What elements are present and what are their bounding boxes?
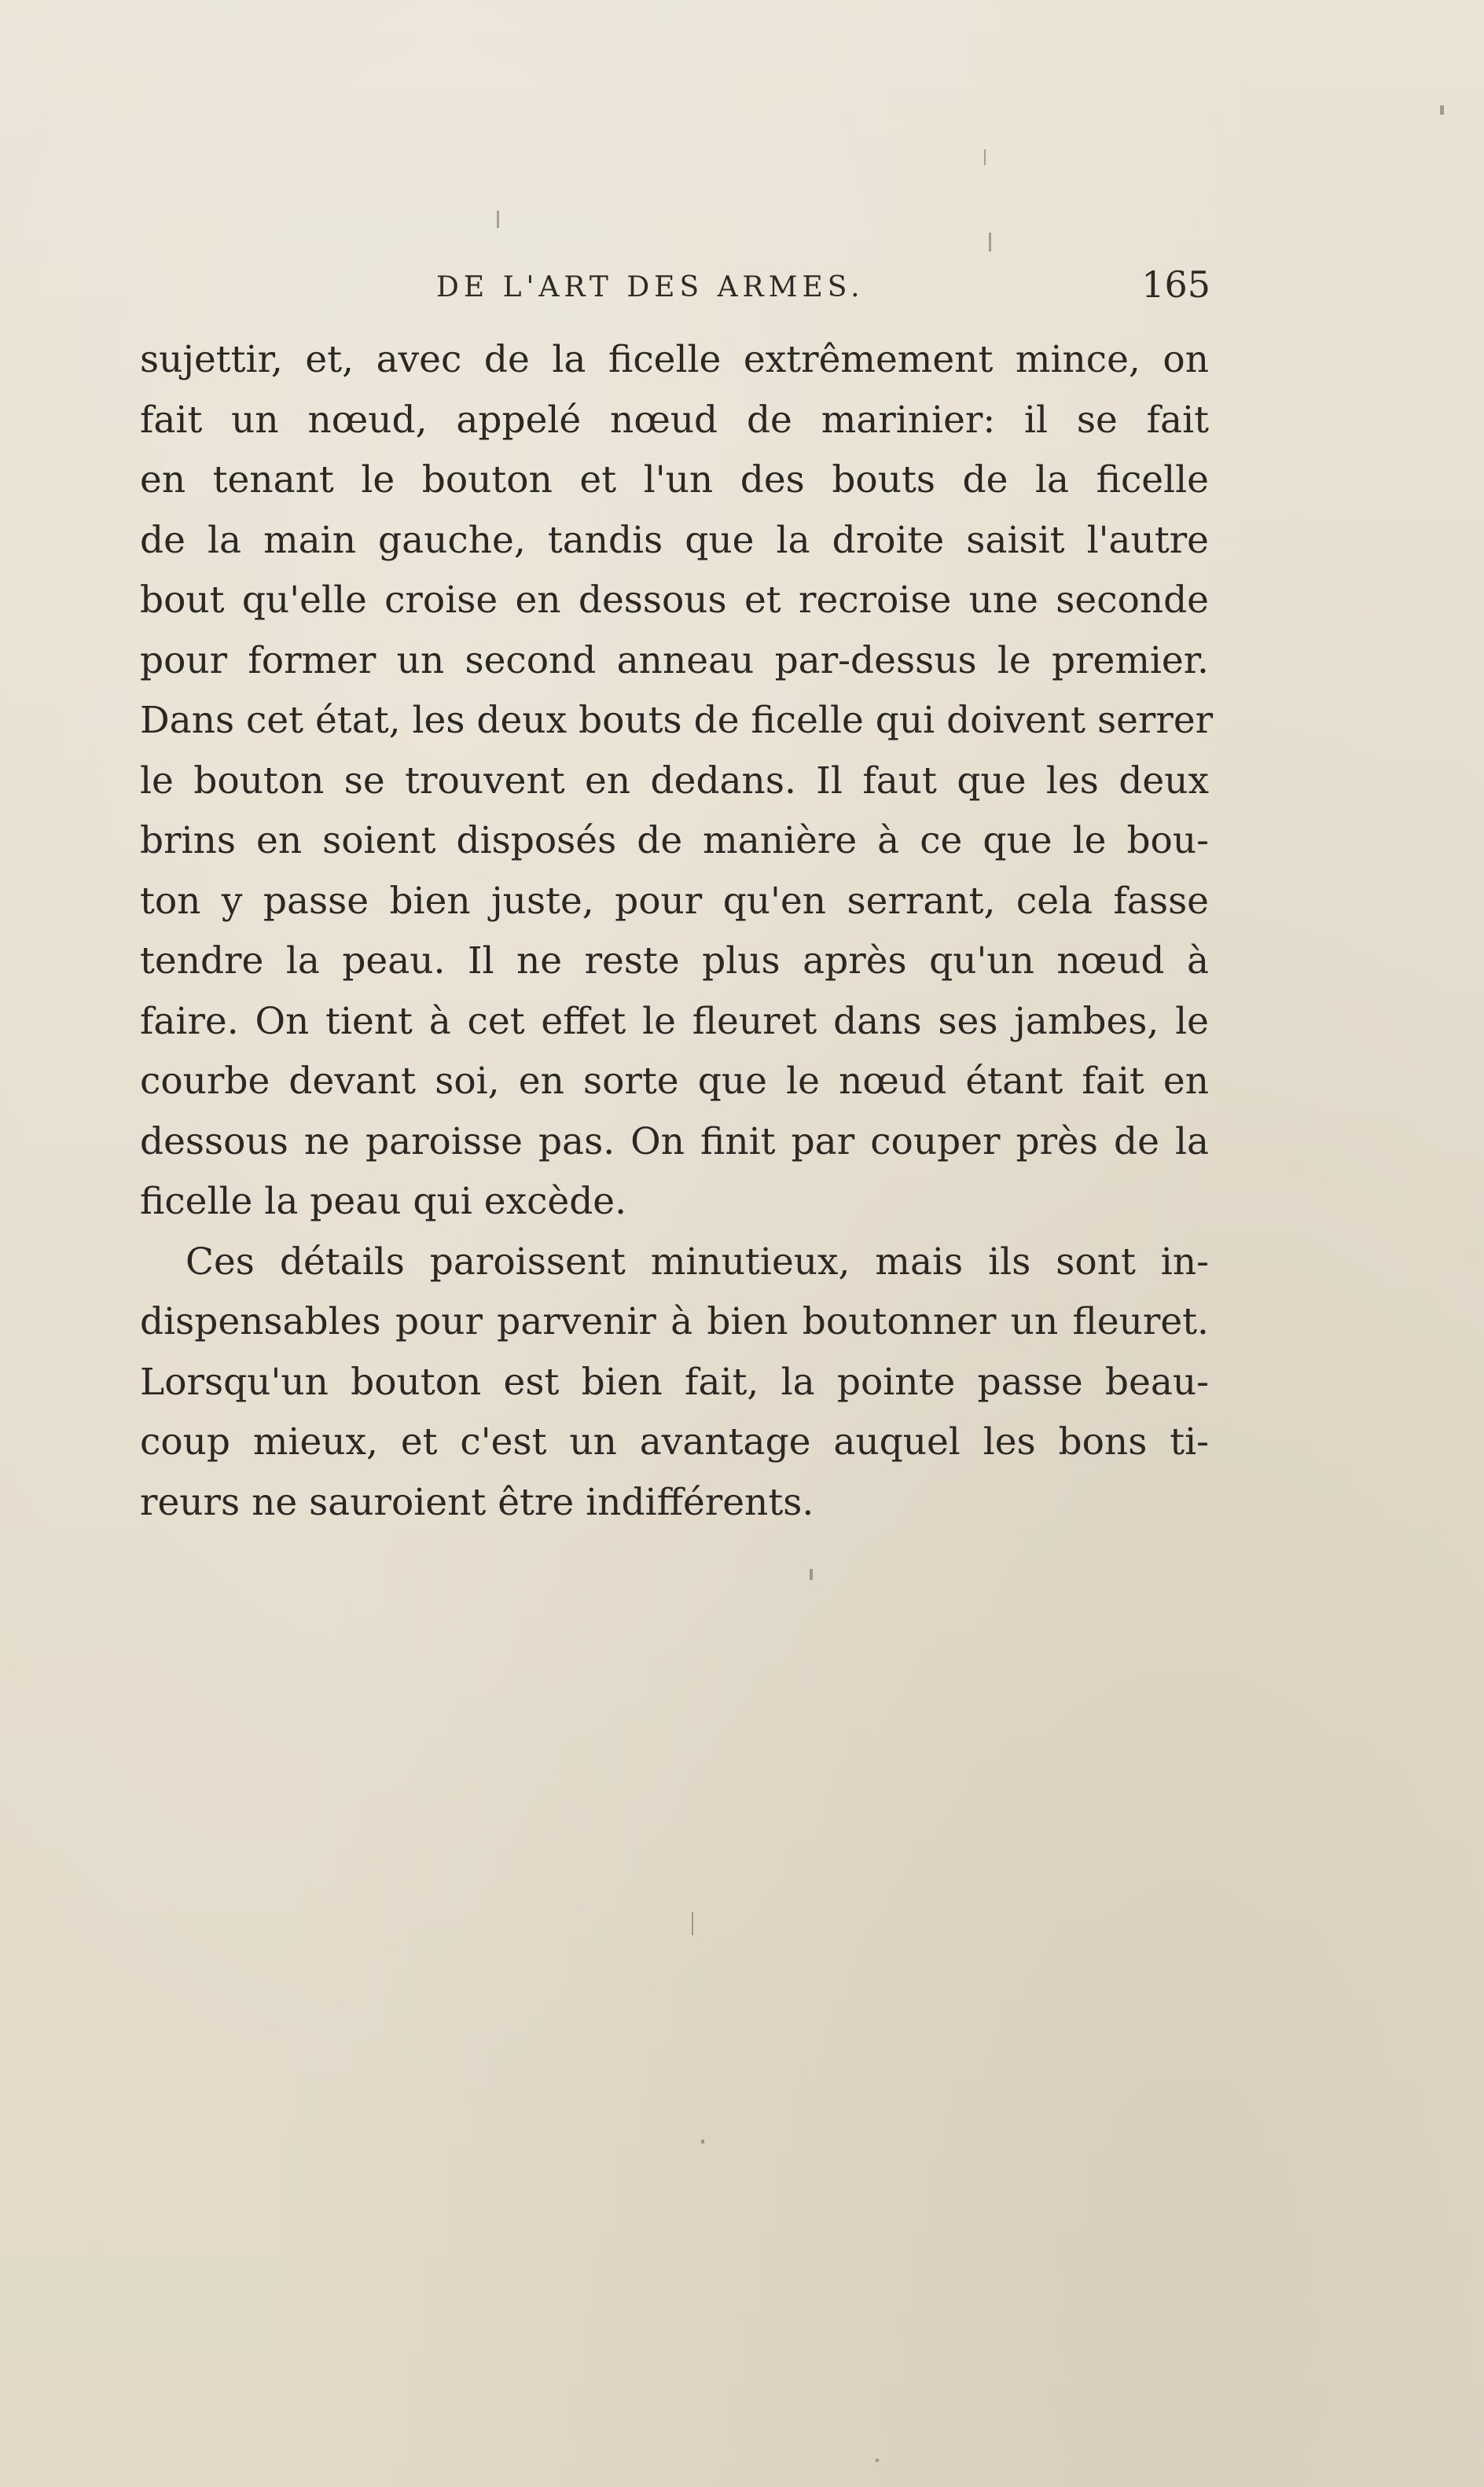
paper-speck <box>1440 105 1444 115</box>
running-head <box>141 263 1210 310</box>
text-line: dessous ne paroisse pas. On finit par couper près de la <box>140 1119 1209 1163</box>
paragraph-last-line: ficelle la peau qui excède. <box>140 1180 627 1223</box>
paragraph-last-line: reurs ne sauroient être indifférents. <box>140 1480 814 1524</box>
text-line: sujettir, et, avec de la ficelle extrêmement mince, on <box>140 338 1209 381</box>
text-line: bout qu'elle croise en dessous et recroise une seconde <box>140 579 1209 622</box>
text-line: en tenant le bouton et l'un des bouts de la ficelle <box>140 458 1209 501</box>
text-line: Lorsqu'un bouton est bien fait, la pointe passe beau- <box>140 1360 1209 1404</box>
text-line: brins en soient disposés de manière à ce que le bou- <box>140 819 1209 862</box>
body-text <box>140 330 1214 1533</box>
text-line: le bouton se trouvent en dedans. Il faut que les deux <box>140 759 1209 803</box>
paper-speck <box>876 2459 879 2462</box>
text-line: tendre la peau. Il ne reste plus après qu'un nœud à <box>140 939 1209 983</box>
paper-speck <box>701 2140 704 2144</box>
text-line: courbe devant soi, en sorte que le nœud étant fait en <box>140 1060 1209 1103</box>
text-line: Dans cet état, les deux bouts de ficelle qui doivent serrer <box>140 699 1214 742</box>
text-line: pour former un second anneau par-dessus le premier. <box>140 638 1209 682</box>
paper-speck <box>692 1912 693 1935</box>
running-title: DE L'ART DES ARMES. <box>436 271 865 303</box>
paper-speck <box>984 149 986 165</box>
text-line: ton y passe bien juste, pour qu'en serrant, cela fasse <box>140 879 1209 923</box>
page-number: 165 <box>1141 263 1210 306</box>
paper-speck <box>989 233 991 252</box>
text-line: faire. On tient à cet effet le fleuret dans ses jambes, le <box>140 999 1209 1043</box>
paper-speck <box>810 1569 813 1580</box>
paper-speck <box>497 211 499 228</box>
text-line: fait un nœud, appelé nœud de marinier: il se fait <box>140 398 1209 442</box>
paragraph-first-line: Ces détails paroissent minutieux, mais ils sont in- <box>186 1240 1209 1284</box>
text-line: coup mieux, et c'est un avantage auquel les bons ti- <box>140 1420 1209 1464</box>
text-line: de la main gauche, tandis que la droite saisit l'autre <box>140 518 1209 562</box>
text-line: dispensables pour parvenir à bien boutonner un fleuret. <box>140 1300 1209 1343</box>
